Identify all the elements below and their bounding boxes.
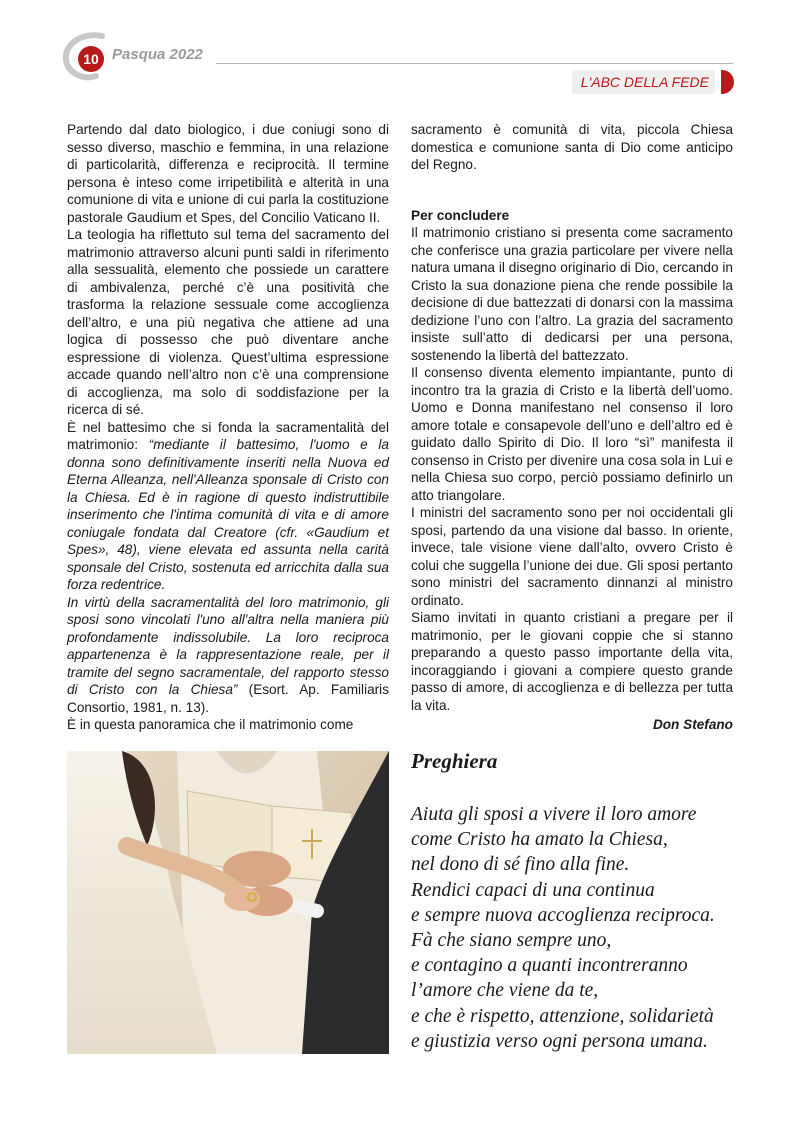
- paragraph: Il consenso diventa elemento impiantante, punto di incontro tra la grazia di Cristo e la libertà dell’uomo. Uomo e Donna manifestano nel consenso il loro amore totale e consapevole dell’uno e dell’altro ed è guidato dallo Spirito di Dio. Il loro “sì” manifesta il consenso in Cristo per divenire una cosa sola in Lui e nella Chiesa suo corpo, perciò possiamo definirlo un atto triangolare.: [411, 365, 733, 503]
- prayer-line: e sempre nuova accoglienza reciproca.: [411, 904, 715, 926]
- prayer-box: [411, 748, 741, 1054]
- article-right-column: [411, 121, 733, 734]
- page-header: [0, 0, 800, 100]
- wedding-photo: [67, 751, 389, 1054]
- page-number: 10: [78, 46, 104, 72]
- article-left-column: [67, 121, 389, 734]
- prayer-title: Preghiera: [411, 749, 498, 773]
- subheading: Per concludere: [411, 207, 510, 223]
- prayer-line: come Cristo ha amato la Chiesa,: [411, 829, 668, 851]
- citation: (Esort. Ap. Familiaris Consortio, 1981, n. 13).: [67, 682, 390, 715]
- quote-text: In virtù della sacramentalità del loro matrimonio, gli sposi sono vincolati l'uno all'altra nella maniera più profondamente indissolubile. La loro reciproca appartenenza è la rappresentazione reale, per il tramite del segno sacramentale, del rapporto stesso di Cristo con la Chiesa”: [67, 594, 389, 697]
- paragraph: È in questa panoramica che il matrimonio come: [67, 717, 354, 732]
- paragraph: [67, 594, 389, 717]
- quote-text: “mediante il battesimo, l'uomo e la donna sono definitivamente inseriti nella Nuova ed Eterna Alleanza, nell'Alleanza sponsale di Cristo con la Chiesa. Ed è in ragione di questo indistruttibile inserimento che l'intima comunità di vita e di amore coniugale fondata dal Creatore (cfr. «Gaudium et Spes», 48), viene elevata ed assunta nella carità sponsale del Cristo, sostenuta ed arricchita dalla sua forza redentrice.: [67, 437, 389, 592]
- prayer-line: Rendici capaci di una continua: [411, 879, 655, 901]
- paragraph-intro: È nel battesimo che si fonda la sacramentalità del matrimonio:: [67, 419, 389, 452]
- paragraph: Il matrimonio cristiano si presenta come sacramento che conferisce una grazia particolare per vivere nella natura umana il disegno originario di Dio, cercando in Cristo la sua donazione piena che rende possibile la decisione di due battezzati di donarsi con la massima dedizione l’uno con l’altro. La grazia del sacramento insiste sull’atto di dedicarsi per una persona, sostenendo la libertà del battezzato.: [411, 225, 733, 363]
- paragraph: Partendo dal dato biologico, i due coniugi sono di sesso diverso, maschio e femmina, in una relazione di particolarità, differenza e reciprocità. Il termine persona è inteso come irripetibilità e alterità in una comunione di vita e unione di cui parla la costituzione pastorale Gaudium et Spes, del Concilio Vaticano II.: [67, 122, 389, 225]
- paragraph: I ministri del sacramento sono per noi occidentali gli sposi, partendo da una visione dal basso. In oriente, invece, tale visione viene dall’alto, ovvero Cristo è colui che suggella l’unione dei due. Gli sposi pertanto sono ministri del sacramento dinnanzi al ministro ordinato.: [411, 505, 733, 608]
- prayer-line: e contagino a quanti incontreranno: [411, 955, 688, 977]
- paragraph: Siamo invitati in quanto cristiani a pregare per il matrimonio, per le giovani coppie che si stanno preparando a questo passo importante della vita, incoraggiando i giovani a compiere questo grande passo di amore, di accoglienza e di bellezza per tutta la vita.: [411, 610, 733, 713]
- paragraph: La teologia ha riflettuto sul tema del sacramento del matrimonio attraverso alcuni punti saldi in riferimento alla sessualità, elemento che possiede un carattere di ambivalenza, perché c’è una positività che trasforma la relazione sessuale come accoglienza dell’altro, e una più negativa che attiene ad una logica di possesso che può diventare anche espressione di violenza. Quest’ultima espressione accade quando nell’altro non c’è una comprensione di accoglienza, ma solo di soddisfazione per la ricerca di sé.: [67, 227, 389, 417]
- prayer-line: Aiuta gli sposi a vivere il loro amore: [411, 804, 697, 825]
- prayer-line: Fà che siano sempre uno,: [411, 930, 612, 952]
- prayer-line: nel dono di sé fino alla fine.: [411, 854, 630, 876]
- paragraph: [67, 419, 389, 594]
- prayer-line: l’amore che viene da te,: [411, 980, 599, 1002]
- prayer-line: e che è rispetto, attenzione, solidarietà: [411, 1005, 714, 1027]
- wedding-rings-photo-icon: [67, 751, 389, 1054]
- section-label: L'ABC DELLA FEDE: [572, 70, 715, 94]
- prayer-line: e giustizia verso ogni persona umana.: [411, 1030, 708, 1052]
- author-signature: Don Stefano: [652, 717, 733, 732]
- issue-title: Pasqua 2022: [112, 46, 203, 63]
- header-rule: [216, 63, 733, 64]
- paragraph: sacramento è comunità di vita, piccola Chiesa domestica e comunione santa di Dio come anticipo del Regno.: [411, 122, 733, 172]
- section-label-cap: [721, 70, 734, 94]
